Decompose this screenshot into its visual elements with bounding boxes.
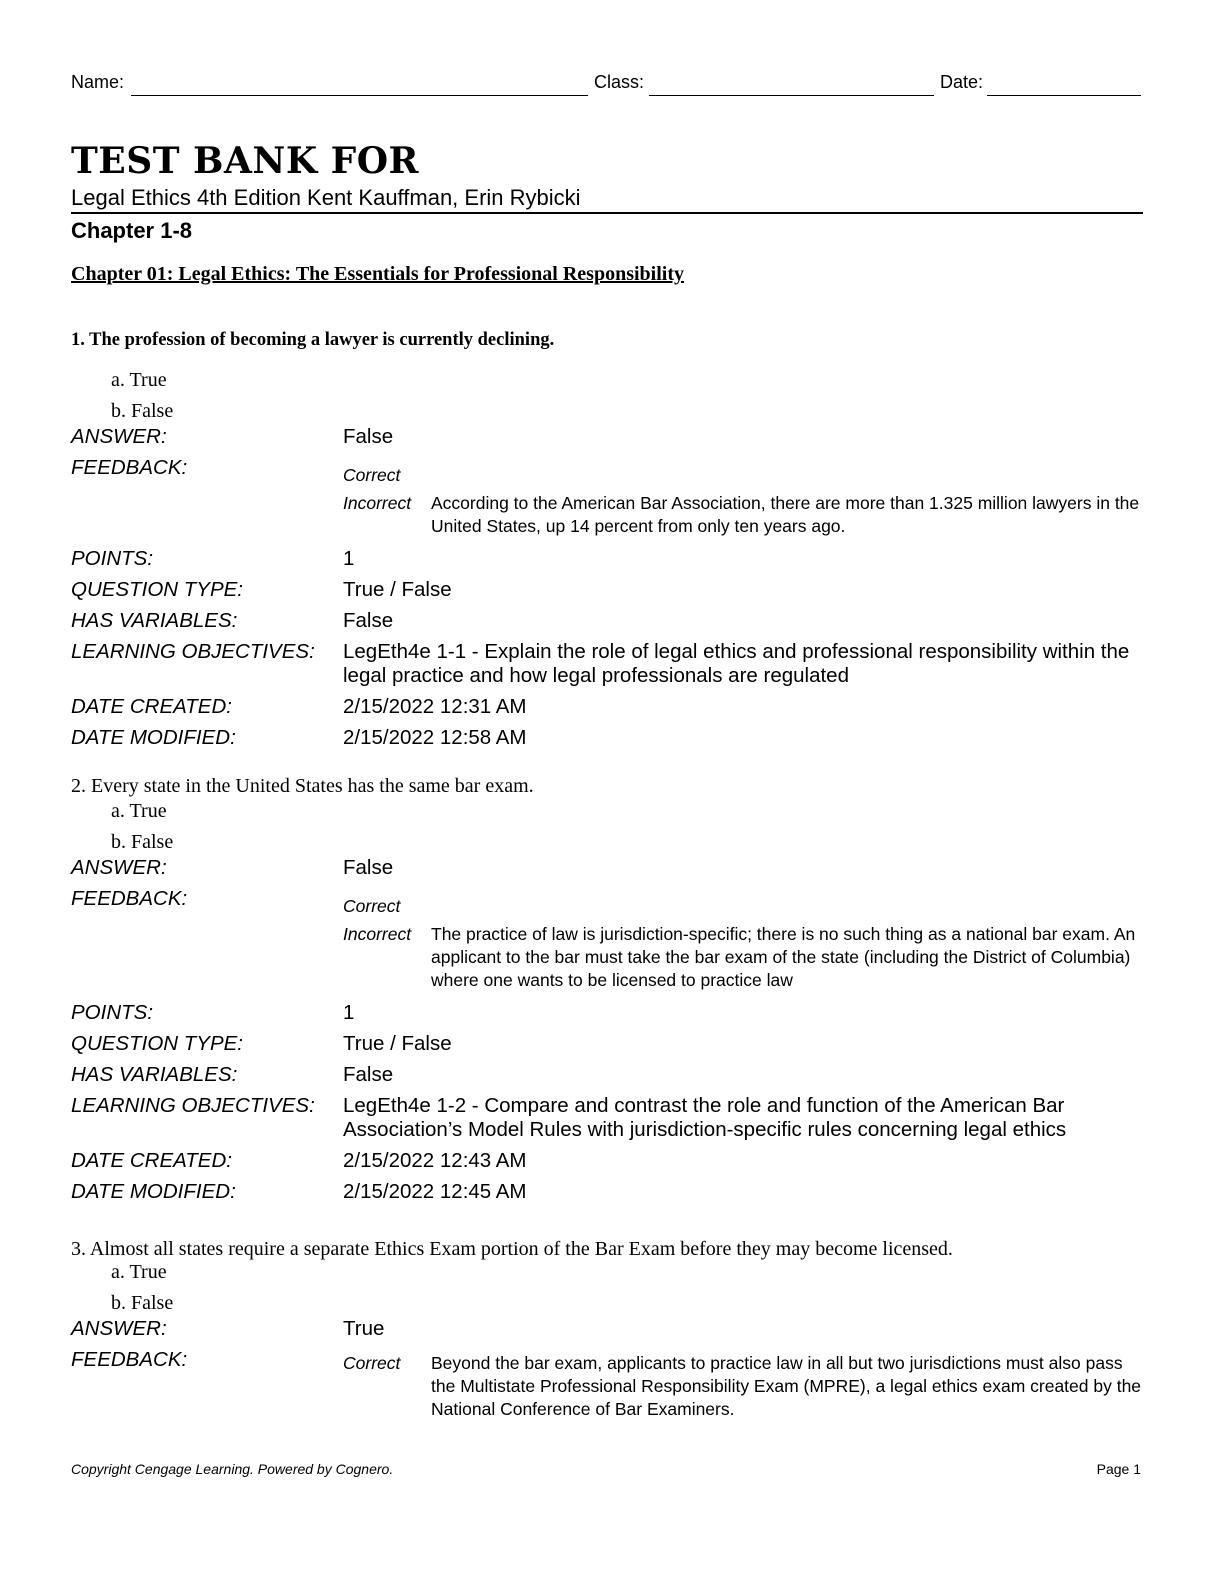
correct-label: Correct bbox=[343, 1353, 401, 1373]
incorrect-label: Incorrect bbox=[343, 924, 412, 944]
answer-value: False bbox=[343, 425, 394, 448]
date-created-row bbox=[71, 1149, 1146, 1173]
option-b: b. False bbox=[111, 400, 174, 422]
question-type-value: True / False bbox=[343, 1032, 452, 1055]
name-line bbox=[131, 95, 588, 96]
student-info-header bbox=[71, 72, 1141, 98]
option-a: a. True bbox=[111, 369, 167, 391]
option-b: b. False bbox=[111, 1292, 174, 1314]
date-line bbox=[987, 95, 1141, 96]
points-row bbox=[71, 547, 1146, 571]
class-line bbox=[649, 95, 934, 96]
date-created-row bbox=[71, 695, 1146, 719]
points-value: 1 bbox=[343, 1001, 355, 1024]
question-3 bbox=[71, 1238, 1146, 1421]
date-created-value: 2/15/2022 12:31 AM bbox=[343, 695, 527, 718]
answer-value: True bbox=[343, 1317, 385, 1340]
correct-feedback bbox=[343, 895, 1146, 918]
answer-label: ANSWER: bbox=[71, 425, 167, 448]
answer-row bbox=[71, 425, 1146, 449]
has-variables-value: False bbox=[343, 609, 394, 632]
has-variables-row bbox=[71, 609, 1146, 633]
question-2 bbox=[71, 775, 1146, 1204]
feedback-label: FEEDBACK: bbox=[71, 887, 188, 910]
incorrect-label: Incorrect bbox=[343, 493, 412, 513]
learning-objectives-row bbox=[71, 1094, 1146, 1142]
incorrect-feedback bbox=[343, 492, 1146, 538]
class-label: Class: bbox=[594, 72, 645, 92]
learning-objectives-value: LegEth4e 1-1 - Explain the role of legal ethics and professional responsibility within the legal practice and how legal professionals are regulated bbox=[343, 640, 1130, 687]
correct-label: Correct bbox=[343, 896, 401, 916]
question-type-label: QUESTION TYPE: bbox=[71, 578, 243, 601]
answer-label: ANSWER: bbox=[71, 856, 167, 879]
question-text: 2. Every state in the United States has the same bar exam. bbox=[71, 775, 534, 797]
question-text: 3. Almost all states require a separate Ethics Exam portion of the Bar Exam before they may become licensed. bbox=[71, 1238, 953, 1260]
document-title: TEST BANK FOR bbox=[71, 140, 419, 182]
feedback-label: FEEDBACK: bbox=[71, 456, 188, 479]
document-subtitle: Legal Ethics 4th Edition Kent Kauffman, Erin Rybicki bbox=[71, 185, 581, 210]
date-modified-row bbox=[71, 1180, 1146, 1204]
date-modified-value: 2/15/2022 12:45 AM bbox=[343, 1180, 527, 1203]
learning-objectives-row bbox=[71, 640, 1146, 688]
learning-objectives-value: LegEth4e 1-2 - Compare and contrast the role and function of the American Bar Association’s Model Rules with jurisdiction-specific rules concerning legal ethics bbox=[343, 1094, 1067, 1141]
name-label: Name: bbox=[71, 72, 125, 92]
has-variables-label: HAS VARIABLES: bbox=[71, 1063, 238, 1086]
date-modified-row bbox=[71, 726, 1146, 750]
question-text: 1. The profession of becoming a lawyer is currently declining. bbox=[71, 330, 555, 350]
learning-objectives-label: LEARNING OBJECTIVES: bbox=[71, 640, 315, 663]
date-created-label: DATE CREATED: bbox=[71, 1149, 232, 1172]
option-a: a. True bbox=[111, 800, 167, 822]
points-label: POINTS: bbox=[71, 547, 154, 570]
has-variables-value: False bbox=[343, 1063, 394, 1086]
answer-row bbox=[71, 1317, 1146, 1341]
date-created-label: DATE CREATED: bbox=[71, 695, 232, 718]
question-1 bbox=[71, 330, 1146, 750]
feedback-label: FEEDBACK: bbox=[71, 1348, 188, 1371]
title-rule bbox=[71, 212, 1143, 214]
answer-row bbox=[71, 856, 1146, 880]
correct-label: Correct bbox=[343, 465, 401, 485]
points-row bbox=[71, 1001, 1146, 1025]
option-a: a. True bbox=[111, 1261, 167, 1283]
incorrect-feedback-text: According to the American Bar Association, there are more than 1.325 million lawyers in the United States, up 14 percent from only ten years ago. bbox=[431, 493, 1140, 536]
question-type-row bbox=[71, 1032, 1146, 1056]
correct-feedback bbox=[343, 1352, 1146, 1421]
copyright-footer: Copyright Cengage Learning. Powered by Cognero. bbox=[71, 1461, 394, 1477]
question-type-label: QUESTION TYPE: bbox=[71, 1032, 243, 1055]
points-value: 1 bbox=[343, 547, 355, 570]
date-modified-value: 2/15/2022 12:58 AM bbox=[343, 726, 527, 749]
correct-feedback bbox=[343, 464, 1146, 487]
incorrect-feedback-text: The practice of law is jurisdiction-specific; there is no such thing as a national bar exam. An applicant to the bar must take the bar exam of the state (including the District of Columbia) where one wants to be licensed to practice law bbox=[431, 924, 1136, 990]
date-modified-label: DATE MODIFIED: bbox=[71, 1180, 236, 1203]
correct-feedback-text: Beyond the bar exam, applicants to practice law in all but two jurisdictions must also pass the Multistate Professional Responsibility Exam (MPRE), a legal ethics exam created by the National Conference of Bar Examiners. bbox=[431, 1353, 1142, 1419]
page-number: Page 1 bbox=[1096, 1461, 1141, 1477]
date-modified-label: DATE MODIFIED: bbox=[71, 726, 236, 749]
chapter-heading: Chapter 01: Legal Ethics: The Essentials for Professional Responsibility bbox=[71, 263, 685, 285]
incorrect-feedback bbox=[343, 923, 1146, 992]
points-label: POINTS: bbox=[71, 1001, 154, 1024]
has-variables-row bbox=[71, 1063, 1146, 1087]
has-variables-label: HAS VARIABLES: bbox=[71, 609, 238, 632]
date-created-value: 2/15/2022 12:43 AM bbox=[343, 1149, 527, 1172]
learning-objectives-label: LEARNING OBJECTIVES: bbox=[71, 1094, 315, 1117]
chapter-range: Chapter 1-8 bbox=[71, 218, 193, 243]
question-type-row bbox=[71, 578, 1146, 602]
date-label: Date: bbox=[940, 72, 984, 92]
answer-value: False bbox=[343, 856, 394, 879]
option-b: b. False bbox=[111, 831, 174, 853]
answer-label: ANSWER: bbox=[71, 1317, 167, 1340]
question-type-value: True / False bbox=[343, 578, 452, 601]
